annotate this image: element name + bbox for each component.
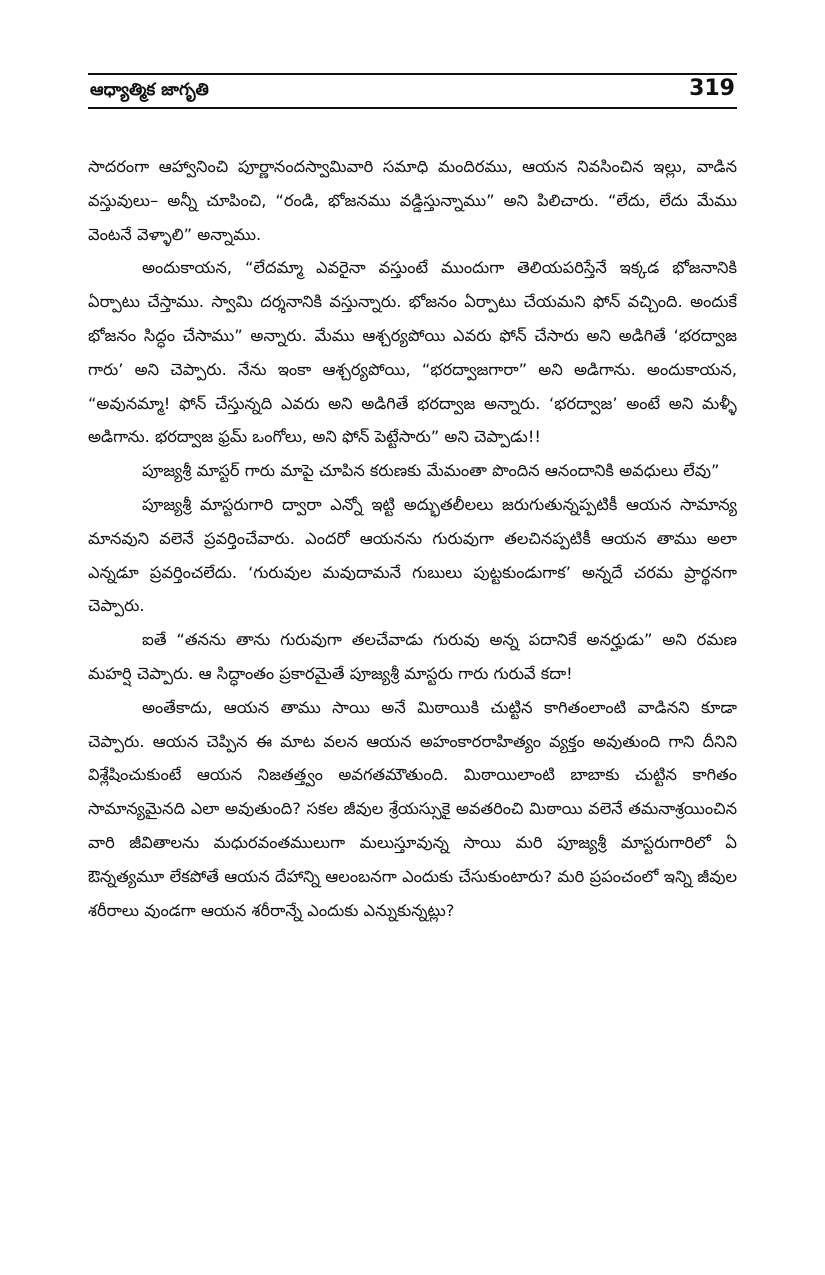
paragraph: ఐతే “తనను తాను గురువుగా తలచేవాడు గురువు అన్న పదానికే అనర్హుడు” అని రమణ మహర్షి చెప్పారు. ఆ సిద్ధాంతం ప్రకారమైతే పూజ్యశ్రీ మాస్టరు గారు గురువే కదా!	[88, 630, 737, 683]
paragraph: అంతేకాదు, ఆయన తాము సాయి అనే మిఠాయికి చుట్టిన కాగితంలాంటి వాడినని కూడా చెప్పారు. ఆయన చెప్పిన ఈ మాట వలన ఆయన అహంకారరాహిత్యం వ్యక్తం అవుతుంది గాని దీనిని విశ్లేషించుకుంటే ఆయన నిజతత్త్వం అవగతమౌతుంది. మిఠాయిలాంటి బాబాకు చుట్టిన కాగితం సామాన్యమైనది ఎలా అవుతుంది? సకల జీవుల శ్రేయస్సుకై అవతరించి మిఠాయి వలెనే తమనాశ్రయించిన వారి జీవితాలను మధురవంతములుగా మలుస్తూవున్న సాయి మరి పూజ్యశ్రీ మాస్టరుగారిలో ఏ ఔన్నత్యమూ లేకపోతే ఆయన దేహాన్ని ఆలంబనగా ఎందుకు చేసుకుంటారు? మరి ప్రపంచంలో ఇన్ని జీవుల శరీరాలు వుండగా ఆయన శరీరాన్నే ఎందుకు ఎన్నుకున్నట్లు?	[88, 697, 737, 920]
paragraph: సాదరంగా ఆహ్వానించి పూర్ణానందస్వామివారి సమాధి మందిరము, ఆయన నివసించిన ఇల్లు, వాడిన వస్తువులు– అన్నీ చూపించి, “రండి, భోజనము వడ్డిస్తున్నాము” అని పిలిచారు. “లేదు, లేదు మేము వెంటనే వెళ్ళాలి” అన్నాము.	[88, 157, 737, 244]
page-number: 319	[689, 76, 735, 101]
paragraph: పూజ్యశ్రీ మాస్టర్ గారు మాపై చూపిన కరుణకు మేమంతా పొందిన ఆనందానికి అవధులు లేవు”	[142, 461, 720, 481]
paragraph: అందుకాయన, “లేదమ్మా ఎవరైనా వస్తుంటే ముందుగా తెలియపరిస్తేనే ఇక్కడ భోజనానికి ఏర్పాటు చేస్తాము. స్వామి దర్శనానికి వస్తున్నారు. భోజనం ఏర్పాటు చేయమని ఫోన్ వచ్చింది. అందుకే భోజనం సిద్ధం చేసాము” అన్నారు. మేము ఆశ్చర్యపోయి ఎవరు ఫోన్ చేసారు అని అడిగితే ‘భరద్వాజ గారు’ అని చెప్పారు. నేను ఇంకా ఆశ్చర్యపోయి, “భరద్వాజగారా” అని అడిగాను. అందుకాయన, “అవునమ్మా! ఫోన్ చేస్తున్నది ఎవరు అని అడిగితే భరద్వాజ అన్నారు. ‘భరద్వాజ’ అంటే అని మళ్ళీ అడిగాను. భరద్వాజ ఫ్రమ్ ఒంగోలు, అని ఫోన్ పెట్టేసారు” అని చెప్పాడు!!	[88, 258, 737, 447]
body-text	[88, 150, 737, 927]
paragraph: పూజ్యశ్రీ మాస్టరుగారి ద్వారా ఎన్నో ఇట్టి అద్భుతలీలలు జరుగుతున్నప్పటికీ ఆయన సామాన్య మానవుని వలెనే ప్రవర్తించేవారు. ఎందరో ఆయనను గురువుగా తలచినప్పటికీ ఆయన తాము అలా ఎన్నడూ ప్రవర్తించలేదు. ‘గురువుల మవుదామనే గుబులు పుట్టకుండుగాక’ అన్నదే చరమ ప్రార్థనగా చెప్పారు.	[88, 494, 737, 616]
header-bottom-rule	[88, 107, 737, 109]
header-top-rule	[88, 73, 737, 75]
running-title: ఆధ్యాత్మిక జాగృతి	[90, 80, 209, 100]
